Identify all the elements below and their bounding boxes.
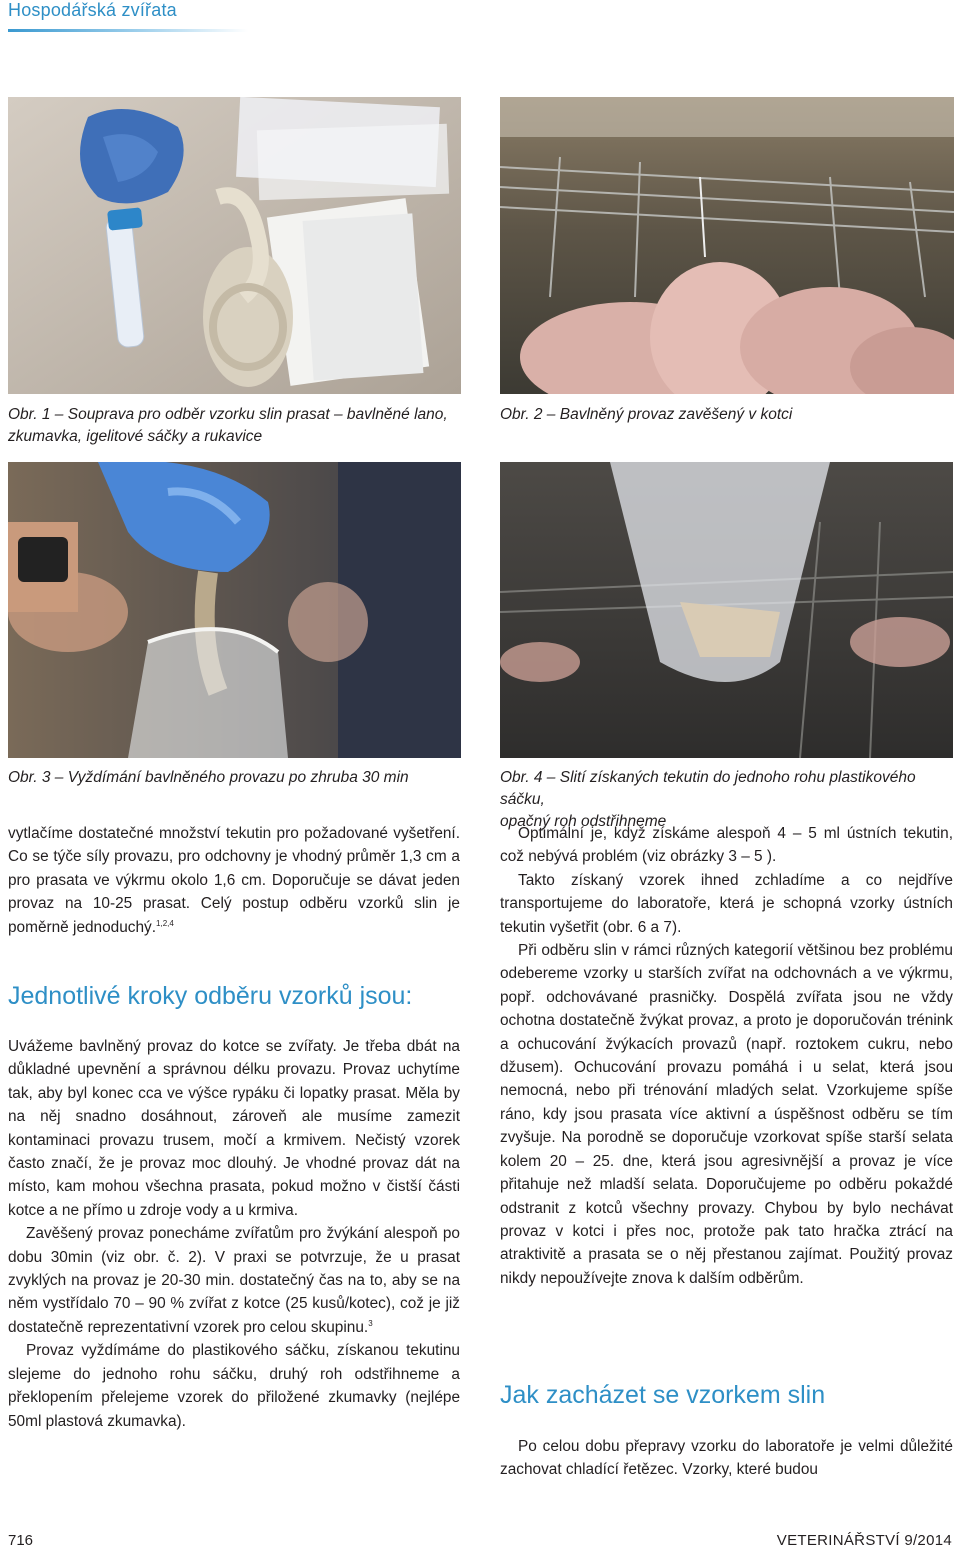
figure-2-caption: [500, 404, 955, 426]
step-paragraph-2: [8, 1222, 460, 1339]
figure-2-photo: [500, 97, 954, 394]
running-title: Hospodářská zvířata: [8, 0, 177, 20]
header-rule: [8, 29, 248, 32]
right-paragraph-3: Při odběru slin v rámci různých kategorií většinou bez problému odebereme vzorky u starších zvířat na odchovnách a ve výkrmu, popř. odchovávané prasničky. Dospělá zvířata jsou ne vždy ochotna dostatečně žvýkat provaz, a proto je doporučován trénink a ochucování žvýkacích provazů (např. roztokem cukru, nebo džusem). Ochucování provazu pomáhá i u selat, která jsou nemocná, nebo při trénování mladých selat. Vzorkujeme spíše ráno, kdy jsou prasata více aktivní a úspěšnost odběru se tím zvyšuje. Na porodně se doporučuje vzorkovat spíše starší selata kolem 20 – 25. dne, která jsou agresivnější a provaz je více přitahuje než mladší selata. Doporučujeme po odběru pokaždé odstranit z kotců všechny provazy. Chybou by bylo nechávat provaz v kotci i přes noc, protože pak tato hračka ztrácí na atraktivitě a prasata se o něj přestanou zajímat. Použitý provaz nikdy nepoužívejte znova k dalším odběrům.: [500, 942, 953, 1287]
figure-4-caption-line1: Obr. 4 – Slití získaných tekutin do jednoho rohu plastikového sáčku,: [500, 769, 916, 808]
figure-2-caption-line1: Obr. 2 – Bavlněný provaz zavěšený v kotci: [500, 406, 793, 423]
right-column: [500, 822, 953, 1290]
left-column: [8, 822, 460, 939]
figure-1-caption-line2: zkumavka, igelitové sáčky a rukavice: [8, 428, 263, 445]
figure-3-caption: [8, 767, 468, 789]
figure-1-photo: [8, 97, 461, 394]
right-paragraph-2: Takto získaný vzorek ihned zchladíme a co nejdříve transportujeme do laboratoře, která je schopná vzorky ústních tekutin vyšetřit (obr. 6 a 7).: [500, 871, 953, 936]
step-paragraph-3: Provaz vyždímáme do plastikového sáčku, získanou tekutinu slejeme do jednoho rohu sáčku, druhý roh odstřihneme a překlopením přelejeme vzorek do přiložené zkumavky (nejlépe 50ml plastová zkumavka).: [8, 1342, 460, 1430]
right-paragraph-4: Po celou dobu přepravy vzorku do laboratoře je velmi důležité zachovat chladící řetězec. Vzorky, které budou: [500, 1438, 953, 1479]
section-heading-steps: Jednotlivé kroky odběru vzorků jsou:: [8, 982, 413, 1010]
intro-refs: 1,2,4: [156, 918, 174, 928]
step-paragraph-2-text: Zavěšený provaz ponecháme zvířatům pro žvýkání alespoň po dobu 30min (viz obr. č. 2). V praxi se potvrzuje, že u prasat zvyklých na provaz je 20-30 min. dostatečný čas na to, aby se na něm vystřídalo 70 – 90 % zvířat z kotce (25 kusů/kotec), což je již dostatečně reprezentativní vzorek pro celou skupinu.: [8, 1225, 460, 1336]
figure-3-caption-line1: Obr. 3 – Vyždímání bavlněného provazu po zhruba 30 min: [8, 769, 409, 786]
step-paragraph-2-ref: 3: [368, 1318, 373, 1328]
step-paragraph-1: Uvážeme bavlněný provaz do kotce se zvířaty. Je třeba dbát na důkladné upevnění a správnou délku provazu. Provaz uchytíme tak, aby byl konec cca ve výšce rypáku či lopatky prasat. Měla by na něj snadno dosáhnout, zároveň ale musíme zamezit kontaminaci provazu trusem, močí a krmivem. Nečistý vzorek často značí, že je provaz moc dlouhý. Je vhodné provaz dát na místo, kam mohou všechna prasata, pokud možno v čistší části kotce a ne přímo u zdroje vody a u krmiva.: [8, 1038, 460, 1219]
figure-3-photo: [8, 462, 461, 758]
intro-text: vytlačíme dostatečné množství tekutin pro požadované vyšetření. Co se týče síly provazu, pro odchovny je vhodný průměr 1,3 cm a pro prasata ve výkrmu okolo 1,6 cm. Doporučuje se dávat jeden provaz na 10-25 prasat. Celý postup odběru vzorků slin je poměrně jednoduchý.: [8, 825, 460, 936]
right-paragraph-1: Optimální je, když získáme alespoň 4 – 5 ml ústních tekutin, což nebývá problém (viz obrázky 3 – 5 ).: [500, 825, 953, 866]
section-heading-handling: Jak zacházet se vzorkem slin: [500, 1381, 826, 1409]
journal-issue: VETERINÁŘSTVÍ 9/2014: [776, 1532, 952, 1549]
intro-paragraph: [8, 822, 460, 939]
handling-text: [500, 1435, 953, 1482]
figure-1-caption: [8, 404, 468, 448]
figure-4-caption-line2: opačný roh odstřihneme: [500, 813, 667, 830]
figure-1-caption-line1: Obr. 1 – Souprava pro odběr vzorku slin prasat – bavlněné lano,: [8, 406, 448, 423]
steps-text: [8, 1035, 460, 1433]
page-number: 716: [8, 1532, 34, 1549]
figure-4-photo: [500, 462, 953, 758]
